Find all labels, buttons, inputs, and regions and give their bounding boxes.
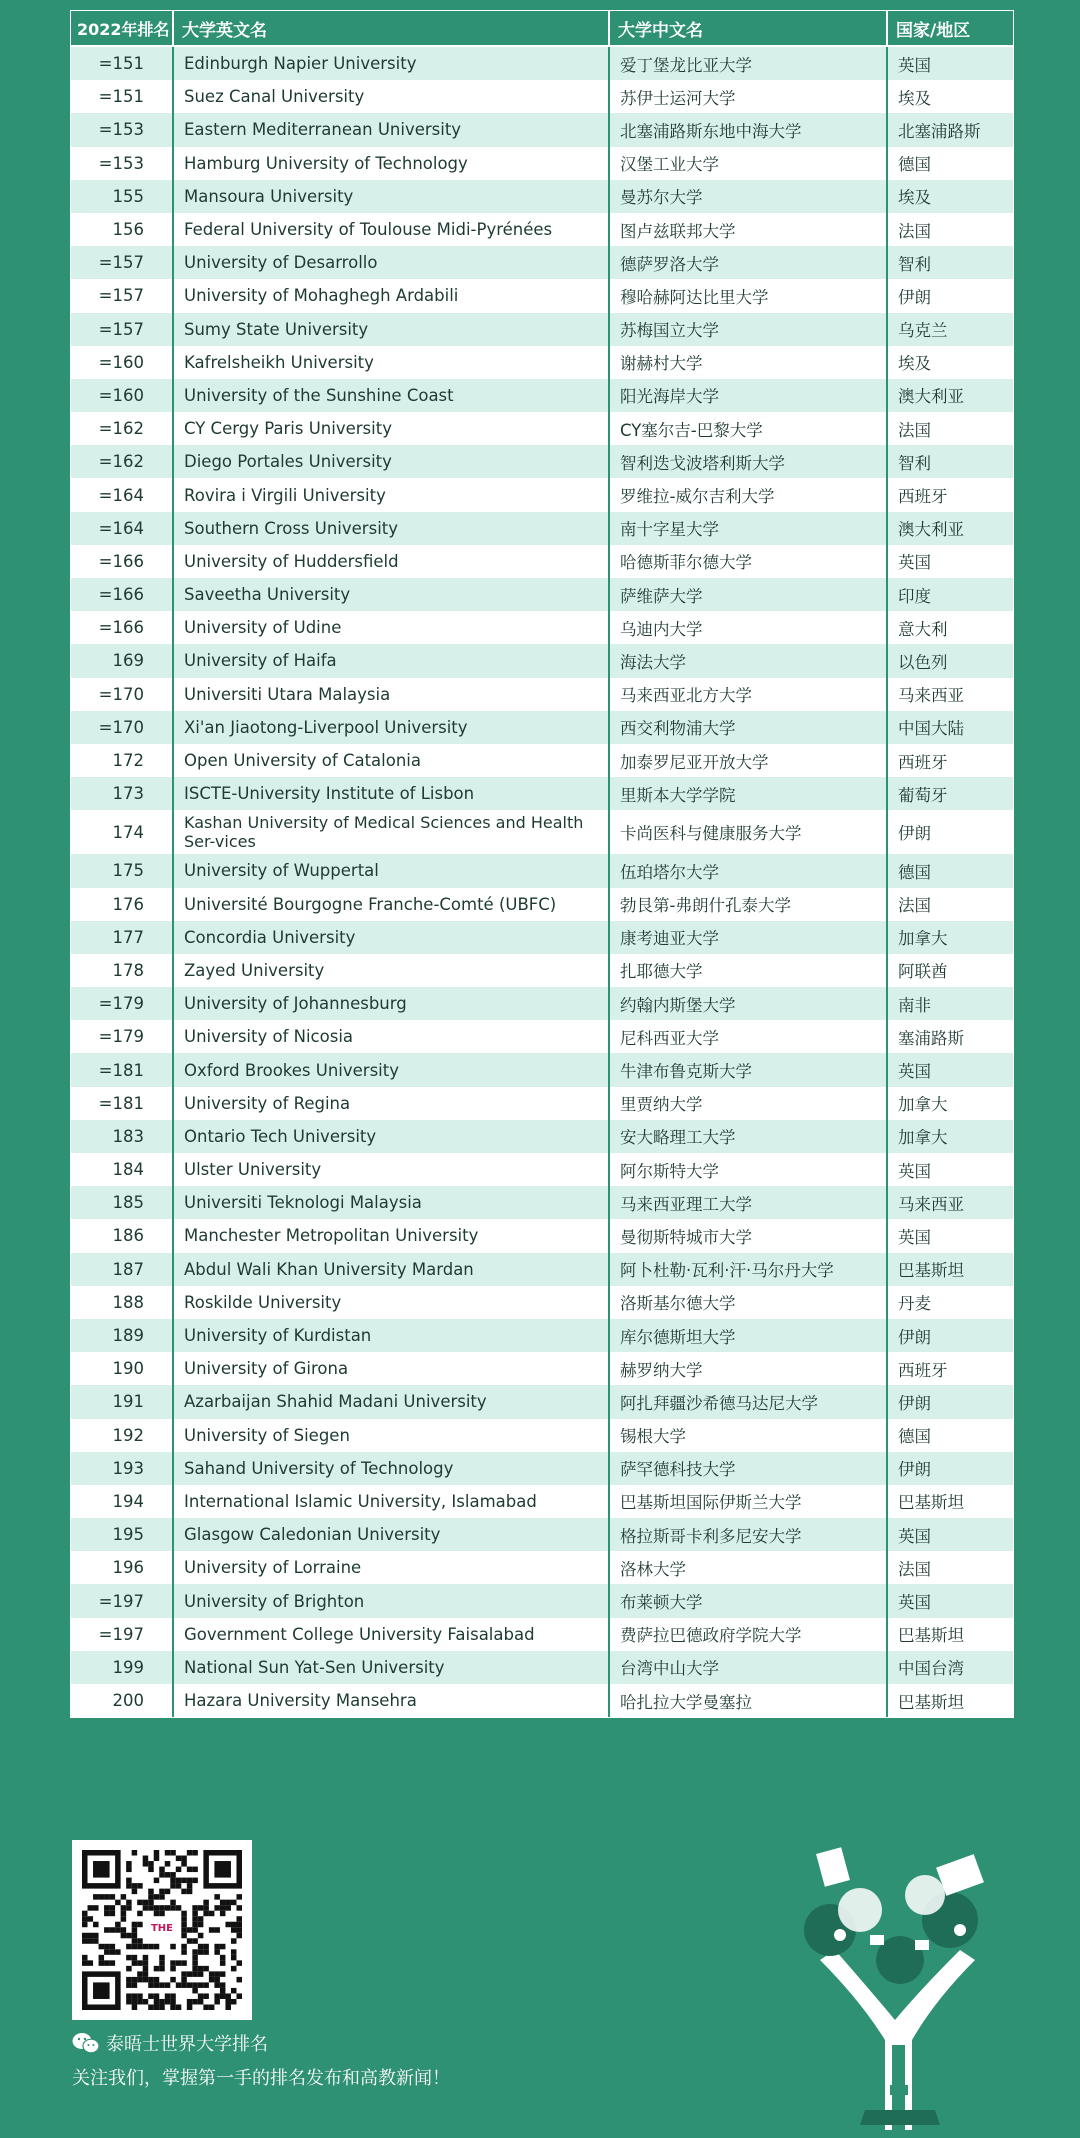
chinese-name-cell: CY塞尔吉-巴黎大学 — [609, 412, 887, 445]
table-row — [71, 545, 1013, 578]
chinese-name-cell: 曼彻斯特城市大学 — [609, 1219, 887, 1252]
table-row — [71, 80, 1013, 113]
english-name-cell: Azarbaijan Shahid Madani University — [173, 1385, 609, 1418]
chinese-name-cell: 洛斯基尔德大学 — [609, 1286, 887, 1319]
country-cell: 南非 — [887, 987, 1013, 1020]
country-cell: 中国台湾 — [887, 1651, 1013, 1684]
chinese-name-cell: 锡根大学 — [609, 1419, 887, 1452]
chinese-name-cell: 洛林大学 — [609, 1551, 887, 1584]
english-name-cell: ISCTE-University Institute of Lisbon — [173, 777, 609, 810]
rank-cell: 174 — [71, 810, 173, 854]
rank-cell: 169 — [71, 644, 173, 677]
table-row — [71, 1020, 1013, 1053]
rank-cell: =157 — [71, 279, 173, 312]
country-cell: 伊朗 — [887, 279, 1013, 312]
table-row — [71, 46, 1013, 80]
english-name-cell: Hazara University Mansehra — [173, 1684, 609, 1717]
english-name-cell: Government College University Faisalabad — [173, 1618, 609, 1651]
country-cell: 印度 — [887, 578, 1013, 611]
table-row — [71, 1618, 1013, 1651]
table-row — [71, 1651, 1013, 1684]
english-name-cell: University of Brighton — [173, 1584, 609, 1617]
chinese-name-cell: 加泰罗尼亚开放大学 — [609, 744, 887, 777]
table-row — [71, 113, 1013, 146]
country-cell: 丹麦 — [887, 1286, 1013, 1319]
table-row — [71, 1684, 1013, 1717]
chinese-name-cell: 阿尔斯特大学 — [609, 1153, 887, 1186]
table-row — [71, 711, 1013, 744]
table-row — [71, 1153, 1013, 1186]
table-row — [71, 644, 1013, 677]
english-name-cell: Université Bourgogne Franche-Comté (UBFC) — [173, 888, 609, 921]
country-cell: 英国 — [887, 1153, 1013, 1186]
english-name-cell: University of Udine — [173, 611, 609, 644]
english-name-cell: Concordia University — [173, 921, 609, 954]
table-row — [71, 954, 1013, 987]
account-name: 泰晤士世界大学排名 — [106, 2034, 268, 2055]
rank-cell: =170 — [71, 711, 173, 744]
country-cell: 英国 — [887, 545, 1013, 578]
rank-cell: =197 — [71, 1618, 173, 1651]
chinese-name-cell: 汉堡工业大学 — [609, 147, 887, 180]
table-row — [71, 1053, 1013, 1086]
chinese-name-cell: 哈扎拉大学曼塞拉 — [609, 1684, 887, 1717]
chinese-name-cell: 萨维萨大学 — [609, 578, 887, 611]
english-name-cell: Hamburg University of Technology — [173, 147, 609, 180]
english-name-cell: Universiti Teknologi Malaysia — [173, 1186, 609, 1219]
rank-cell: =181 — [71, 1087, 173, 1120]
chinese-name-cell: 罗维拉-威尔吉利大学 — [609, 478, 887, 511]
table-row — [71, 147, 1013, 180]
country-cell: 加拿大 — [887, 921, 1013, 954]
rank-cell: 189 — [71, 1319, 173, 1352]
table-row — [71, 1584, 1013, 1617]
chinese-name-cell: 海法大学 — [609, 644, 887, 677]
chinese-name-cell: 乌迪内大学 — [609, 611, 887, 644]
table-row — [71, 1518, 1013, 1551]
english-name-cell: Glasgow Caledonian University — [173, 1518, 609, 1551]
rank-cell: =160 — [71, 379, 173, 412]
table-row — [71, 1352, 1013, 1385]
rank-cell: =157 — [71, 313, 173, 346]
rank-cell: =181 — [71, 1053, 173, 1086]
table-row — [71, 611, 1013, 644]
rank-cell: =160 — [71, 346, 173, 379]
country-cell: 法国 — [887, 1551, 1013, 1584]
english-name-cell: University of Desarrollo — [173, 246, 609, 279]
table-row — [71, 213, 1013, 246]
country-cell: 伊朗 — [887, 1452, 1013, 1485]
qr-code[interactable] — [72, 1840, 252, 2020]
rank-cell: 155 — [71, 180, 173, 213]
rank-cell: =179 — [71, 987, 173, 1020]
table-row — [71, 412, 1013, 445]
country-cell: 法国 — [887, 213, 1013, 246]
country-cell: 英国 — [887, 1584, 1013, 1617]
rank-cell: =170 — [71, 678, 173, 711]
country-cell: 葡萄牙 — [887, 777, 1013, 810]
rank-cell: 194 — [71, 1485, 173, 1518]
rank-cell: 191 — [71, 1385, 173, 1418]
country-cell: 英国 — [887, 46, 1013, 80]
english-name-cell: University of Nicosia — [173, 1020, 609, 1053]
table-row — [71, 1485, 1013, 1518]
chinese-name-cell: 里斯本大学学院 — [609, 777, 887, 810]
english-name-cell: International Islamic University, Islamabad — [173, 1485, 609, 1518]
country-cell: 中国大陆 — [887, 711, 1013, 744]
rank-cell: 200 — [71, 1684, 173, 1717]
english-name-cell: University of Kurdistan — [173, 1319, 609, 1352]
english-name-cell: Kashan University of Medical Sciences and Health Ser-vices — [173, 810, 609, 854]
chinese-name-cell: 约翰内斯堡大学 — [609, 987, 887, 1020]
country-cell: 马来西亚 — [887, 1186, 1013, 1219]
country-cell: 埃及 — [887, 180, 1013, 213]
english-name-cell: Roskilde University — [173, 1286, 609, 1319]
rank-cell: 178 — [71, 954, 173, 987]
table-row — [71, 445, 1013, 478]
rank-cell: 173 — [71, 777, 173, 810]
rank-cell: 190 — [71, 1352, 173, 1385]
country-cell: 英国 — [887, 1219, 1013, 1252]
chinese-name-cell: 赫罗纳大学 — [609, 1352, 887, 1385]
header-english-name: 大学英文名 — [173, 11, 609, 46]
country-cell: 意大利 — [887, 611, 1013, 644]
english-name-cell: Edinburgh Napier University — [173, 46, 609, 80]
rank-cell: 175 — [71, 854, 173, 887]
country-cell: 巴基斯坦 — [887, 1684, 1013, 1717]
table-row — [71, 313, 1013, 346]
country-cell: 伊朗 — [887, 1319, 1013, 1352]
rank-cell: 193 — [71, 1452, 173, 1485]
english-name-cell: Federal University of Toulouse Midi-Pyrénées — [173, 213, 609, 246]
table-row — [71, 810, 1013, 854]
country-cell: 埃及 — [887, 80, 1013, 113]
rank-cell: =153 — [71, 113, 173, 146]
rank-cell: 183 — [71, 1120, 173, 1153]
chinese-name-cell: 萨罕德科技大学 — [609, 1452, 887, 1485]
table-row — [71, 1319, 1013, 1352]
rank-cell: =164 — [71, 512, 173, 545]
table-row — [71, 246, 1013, 279]
table-row — [71, 1286, 1013, 1319]
chinese-name-cell: 台湾中山大学 — [609, 1651, 887, 1684]
rank-cell: 184 — [71, 1153, 173, 1186]
chinese-name-cell: 图卢兹联邦大学 — [609, 213, 887, 246]
country-cell: 伊朗 — [887, 1385, 1013, 1418]
english-name-cell: Suez Canal University — [173, 80, 609, 113]
rank-cell: 187 — [71, 1253, 173, 1286]
country-cell: 北塞浦路斯 — [887, 113, 1013, 146]
country-cell: 英国 — [887, 1518, 1013, 1551]
ranking-table-container — [70, 10, 1014, 1718]
chinese-name-cell: 伍珀塔尔大学 — [609, 854, 887, 887]
rank-cell: =151 — [71, 80, 173, 113]
english-name-cell: Sumy State University — [173, 313, 609, 346]
english-name-cell: Zayed University — [173, 954, 609, 987]
country-cell: 德国 — [887, 147, 1013, 180]
table-row — [71, 512, 1013, 545]
rank-cell: 199 — [71, 1651, 173, 1684]
chinese-name-cell: 巴基斯坦国际伊斯兰大学 — [609, 1485, 887, 1518]
chinese-name-cell: 布莱顿大学 — [609, 1584, 887, 1617]
chinese-name-cell: 尼科西亚大学 — [609, 1020, 887, 1053]
table-header — [71, 11, 1013, 46]
country-cell: 巴基斯坦 — [887, 1618, 1013, 1651]
chinese-name-cell: 爱丁堡龙比亚大学 — [609, 46, 887, 80]
country-cell: 马来西亚 — [887, 678, 1013, 711]
wechat-icon — [72, 2032, 100, 2054]
rank-cell: 186 — [71, 1219, 173, 1252]
english-name-cell: Ulster University — [173, 1153, 609, 1186]
chinese-name-cell: 穆哈赫阿达比里大学 — [609, 279, 887, 312]
header-rank: 2022年排名 — [71, 11, 173, 46]
english-name-cell: University of Siegen — [173, 1419, 609, 1452]
chinese-name-cell: 南十字星大学 — [609, 512, 887, 545]
table-row — [71, 1385, 1013, 1418]
country-cell: 英国 — [887, 1053, 1013, 1086]
table-row — [71, 1253, 1013, 1286]
chinese-name-cell: 费萨拉巴德政府学院大学 — [609, 1618, 887, 1651]
english-name-cell: Universiti Utara Malaysia — [173, 678, 609, 711]
country-cell: 智利 — [887, 445, 1013, 478]
english-name-cell: Mansoura University — [173, 180, 609, 213]
country-cell: 西班牙 — [887, 478, 1013, 511]
table-row — [71, 744, 1013, 777]
country-cell: 加拿大 — [887, 1120, 1013, 1153]
table-row — [71, 379, 1013, 412]
english-name-cell: University of Huddersfield — [173, 545, 609, 578]
table-row — [71, 1452, 1013, 1485]
chinese-name-cell: 安大略理工大学 — [609, 1120, 887, 1153]
rank-cell: =153 — [71, 147, 173, 180]
table-row — [71, 180, 1013, 213]
rank-cell: =179 — [71, 1020, 173, 1053]
table-row — [71, 1551, 1013, 1584]
rank-cell: =197 — [71, 1584, 173, 1617]
country-cell: 法国 — [887, 412, 1013, 445]
chinese-name-cell: 西交利物浦大学 — [609, 711, 887, 744]
country-cell: 以色列 — [887, 644, 1013, 677]
english-name-cell: University of Regina — [173, 1087, 609, 1120]
chinese-name-cell: 马来西亚理工大学 — [609, 1186, 887, 1219]
country-cell: 西班牙 — [887, 1352, 1013, 1385]
chinese-name-cell: 勃艮第-弗朗什孔泰大学 — [609, 888, 887, 921]
english-name-cell: University of Wuppertal — [173, 854, 609, 887]
table-row — [71, 1087, 1013, 1120]
rank-cell: =166 — [71, 545, 173, 578]
country-cell: 巴基斯坦 — [887, 1485, 1013, 1518]
table-row — [71, 1120, 1013, 1153]
chinese-name-cell: 苏伊士运河大学 — [609, 80, 887, 113]
chinese-name-cell: 卡尚医科与健康服务大学 — [609, 810, 887, 854]
chinese-name-cell: 谢赫村大学 — [609, 346, 887, 379]
table-row — [71, 1219, 1013, 1252]
rank-cell: =157 — [71, 246, 173, 279]
table-body — [71, 46, 1013, 1717]
english-name-cell: Open University of Catalonia — [173, 744, 609, 777]
english-name-cell: Ontario Tech University — [173, 1120, 609, 1153]
rank-cell: =166 — [71, 578, 173, 611]
university-tree-illustration — [800, 1840, 1000, 2130]
english-name-cell: Xi'an Jiaotong-Liverpool University — [173, 711, 609, 744]
qr-logo: THE — [144, 1918, 180, 1940]
english-name-cell: University of Mohaghegh Ardabili — [173, 279, 609, 312]
english-name-cell: National Sun Yat-Sen University — [173, 1651, 609, 1684]
country-cell: 伊朗 — [887, 810, 1013, 854]
table-row — [71, 1419, 1013, 1452]
footer — [0, 1810, 1080, 2138]
rank-cell: 185 — [71, 1186, 173, 1219]
english-name-cell: University of Lorraine — [173, 1551, 609, 1584]
table-row — [71, 987, 1013, 1020]
country-cell: 加拿大 — [887, 1087, 1013, 1120]
country-cell: 阿联酋 — [887, 954, 1013, 987]
rank-cell: =166 — [71, 611, 173, 644]
header-chinese-name: 大学中文名 — [609, 11, 887, 46]
chinese-name-cell: 苏梅国立大学 — [609, 313, 887, 346]
rank-cell: 177 — [71, 921, 173, 954]
english-name-cell: University of Johannesburg — [173, 987, 609, 1020]
table-row — [71, 578, 1013, 611]
rank-cell: 192 — [71, 1419, 173, 1452]
english-name-cell: Oxford Brookes University — [173, 1053, 609, 1086]
rank-cell: =164 — [71, 478, 173, 511]
chinese-name-cell: 德萨罗洛大学 — [609, 246, 887, 279]
table-row — [71, 678, 1013, 711]
english-name-cell: University of the Sunshine Coast — [173, 379, 609, 412]
chinese-name-cell: 格拉斯哥卡利多尼安大学 — [609, 1518, 887, 1551]
english-name-cell: Kafrelsheikh University — [173, 346, 609, 379]
chinese-name-cell: 阿扎拜疆沙希德马达尼大学 — [609, 1385, 887, 1418]
rank-cell: 196 — [71, 1551, 173, 1584]
chinese-name-cell: 扎耶德大学 — [609, 954, 887, 987]
rank-cell: 195 — [71, 1518, 173, 1551]
english-name-cell: Southern Cross University — [173, 512, 609, 545]
chinese-name-cell: 曼苏尔大学 — [609, 180, 887, 213]
country-cell: 澳大利亚 — [887, 379, 1013, 412]
rank-cell: 172 — [71, 744, 173, 777]
rank-cell: 176 — [71, 888, 173, 921]
english-name-cell: Manchester Metropolitan University — [173, 1219, 609, 1252]
english-name-cell: CY Cergy Paris University — [173, 412, 609, 445]
chinese-name-cell: 里贾纳大学 — [609, 1087, 887, 1120]
country-cell: 法国 — [887, 888, 1013, 921]
rank-cell: =162 — [71, 412, 173, 445]
chinese-name-cell: 智利迭戈波塔利斯大学 — [609, 445, 887, 478]
country-cell: 埃及 — [887, 346, 1013, 379]
chinese-name-cell: 马来西亚北方大学 — [609, 678, 887, 711]
rank-cell: =151 — [71, 46, 173, 80]
country-cell: 巴基斯坦 — [887, 1253, 1013, 1286]
country-cell: 德国 — [887, 854, 1013, 887]
table-row — [71, 921, 1013, 954]
table-row — [71, 1186, 1013, 1219]
english-name-cell: University of Haifa — [173, 644, 609, 677]
table-row — [71, 346, 1013, 379]
country-cell: 澳大利亚 — [887, 512, 1013, 545]
english-name-cell: Abdul Wali Khan University Mardan — [173, 1253, 609, 1286]
wechat-account-line — [72, 2030, 268, 2056]
chinese-name-cell: 牛津布鲁克斯大学 — [609, 1053, 887, 1086]
country-cell: 乌克兰 — [887, 313, 1013, 346]
header-country: 国家/地区 — [887, 11, 1013, 46]
country-cell: 德国 — [887, 1419, 1013, 1452]
table-row — [71, 888, 1013, 921]
rank-cell: 156 — [71, 213, 173, 246]
english-name-cell: Sahand University of Technology — [173, 1452, 609, 1485]
chinese-name-cell: 库尔德斯坦大学 — [609, 1319, 887, 1352]
country-cell: 西班牙 — [887, 744, 1013, 777]
chinese-name-cell: 北塞浦路斯东地中海大学 — [609, 113, 887, 146]
rank-cell: =162 — [71, 445, 173, 478]
table-row — [71, 777, 1013, 810]
english-name-cell: University of Girona — [173, 1352, 609, 1385]
chinese-name-cell: 阳光海岸大学 — [609, 379, 887, 412]
chinese-name-cell: 阿卜杜勒·瓦利·汗·马尔丹大学 — [609, 1253, 887, 1286]
table-row — [71, 478, 1013, 511]
english-name-cell: Rovira i Virgili University — [173, 478, 609, 511]
header-row — [71, 11, 1013, 46]
english-name-cell: Diego Portales University — [173, 445, 609, 478]
ranking-table — [71, 11, 1013, 1717]
chinese-name-cell: 哈德斯菲尔德大学 — [609, 545, 887, 578]
country-cell: 塞浦路斯 — [887, 1020, 1013, 1053]
table-row — [71, 854, 1013, 887]
table-row — [71, 279, 1013, 312]
english-name-cell: Saveetha University — [173, 578, 609, 611]
country-cell: 智利 — [887, 246, 1013, 279]
chinese-name-cell: 康考迪亚大学 — [609, 921, 887, 954]
english-name-cell: Eastern Mediterranean University — [173, 113, 609, 146]
rank-cell: 188 — [71, 1286, 173, 1319]
follow-text: 关注我们，掌握第一手的排名发布和高教新闻！ — [72, 2068, 450, 2089]
